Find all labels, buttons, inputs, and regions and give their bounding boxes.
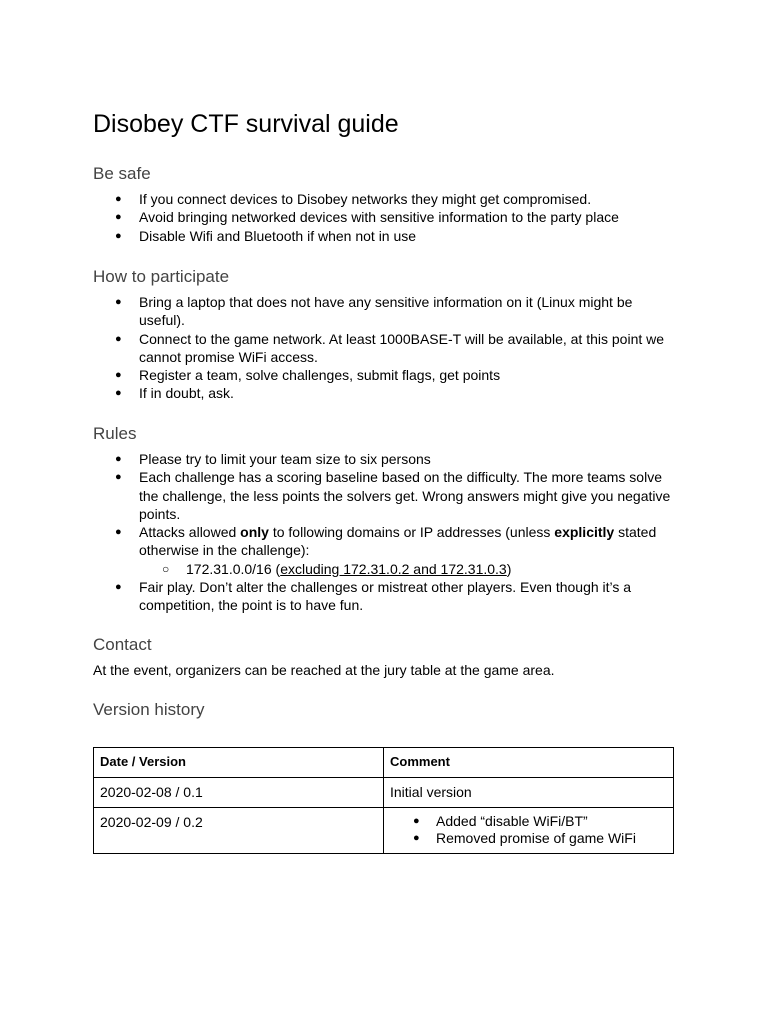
table-cell-version: 2020-02-08 / 0.1 xyxy=(94,778,384,808)
table-cell-comment: Initial version xyxy=(384,778,674,808)
list-item: ● Fair play. Don’t alter the challenges or mistreat other players. Even though it’s a competition, the point is to have fun. xyxy=(115,579,632,614)
page-title: Disobey CTF survival guide xyxy=(93,110,399,138)
list-item: ○ 172.31.0.0/16 (excluding 172.31.0.2 and 172.31.0.3) xyxy=(162,560,512,577)
bullet-icon: ● xyxy=(115,471,122,484)
list-item: ● If in doubt, ask. xyxy=(115,385,234,402)
table-row xyxy=(94,808,674,854)
list-item: ● Each challenge has a scoring baseline based on the difficulty. The more teams solve the challenge, the less points the solvers get. Wrong answers might give you negative points. xyxy=(115,469,671,522)
circle-bullet-icon: ○ xyxy=(162,561,170,576)
heading-version-history: Version history xyxy=(93,700,205,719)
bullet-icon: ● xyxy=(115,387,122,400)
bullet-icon: ● xyxy=(413,832,420,844)
excluded-addresses-link[interactable]: excluding 172.31.0.2 and 172.31.0.3 xyxy=(280,560,507,577)
column-header-date-version: Date / Version xyxy=(94,748,384,778)
list-item: ● Register a team, solve challenges, submit flags, get points xyxy=(115,367,501,384)
bullet-icon: ● xyxy=(115,296,122,308)
heading-contact: Contact xyxy=(93,635,152,654)
table-cell-version: 2020-02-09 / 0.2 xyxy=(94,808,384,854)
bullet-icon: ● xyxy=(115,193,122,205)
list-item: ● Connect to the game network. At least 1000BASE-T will be available, at this point we cannot promise WiFi access. xyxy=(115,330,665,365)
bullet-icon: ● xyxy=(115,526,122,539)
contact-text: At the event, organizers can be reached at the jury table at the game area. xyxy=(93,662,555,678)
list-item: ● Please try to limit your team size to six persons xyxy=(115,451,431,467)
column-header-comment: Comment xyxy=(384,748,674,778)
bullet-icon: ● xyxy=(115,229,122,242)
table-cell-comment xyxy=(384,808,674,854)
list-item: ● Disable Wifi and Bluetooth if when not in use xyxy=(115,227,417,244)
version-history-table xyxy=(93,747,674,854)
list-item: ● Attacks allowed only to following domains or IP addresses (unless explicitly stated otherwise in the challenge): xyxy=(115,524,657,559)
bullet-icon: ● xyxy=(115,332,122,345)
be-safe-list xyxy=(93,190,674,245)
heading-how-to-participate: How to participate xyxy=(93,267,230,286)
bullet-icon: ● xyxy=(115,369,122,382)
bullet-icon: ● xyxy=(413,815,420,827)
list-item: ● If you connect devices to Disobey networks they might get compromised. xyxy=(115,191,592,207)
rules-list xyxy=(93,450,674,615)
table-row xyxy=(94,778,674,808)
list-item: ● Removed promise of game WiFi xyxy=(413,830,636,846)
bullet-icon: ● xyxy=(115,211,122,224)
list-item: ● Added “disable WiFi/BT” xyxy=(413,813,588,829)
changes-list xyxy=(390,813,667,847)
participate-list xyxy=(93,293,674,403)
bullet-icon: ● xyxy=(115,581,122,594)
bullet-icon: ● xyxy=(115,453,122,465)
table-header-row xyxy=(94,748,674,778)
heading-rules: Rules xyxy=(93,424,137,443)
list-item: ● Avoid bringing networked devices with sensitive information to the party place xyxy=(115,209,619,226)
list-item: ● Bring a laptop that does not have any sensitive information on it (Linux might be useful). xyxy=(115,294,633,329)
heading-be-safe: Be safe xyxy=(93,164,151,183)
